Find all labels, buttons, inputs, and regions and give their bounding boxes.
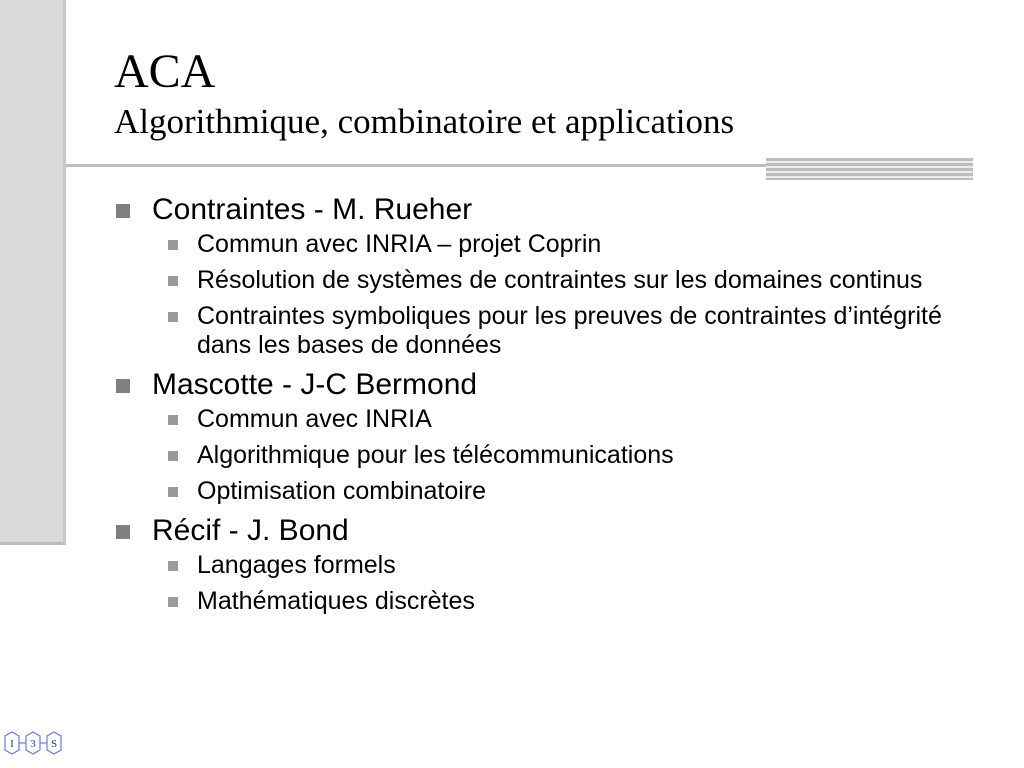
square-bullet-icon	[168, 240, 178, 250]
section-label: Contraintes - M. Rueher	[152, 193, 473, 226]
title-block	[114, 46, 734, 142]
square-bullet-icon	[116, 204, 130, 218]
square-bullet-icon	[116, 379, 130, 393]
list-item	[152, 405, 994, 434]
list-item	[114, 513, 994, 616]
list-item	[114, 192, 994, 360]
slide-subtitle: Algorithmique, combinatoire et applications	[114, 102, 735, 141]
logo-letter: S	[50, 738, 58, 750]
title-divider	[66, 164, 766, 167]
logo-letter: I	[10, 738, 14, 750]
sub-item-text: Langages formels	[197, 551, 396, 579]
sub-bullet-list	[152, 551, 994, 616]
sub-item-text: Optimisation combinatoire	[197, 477, 487, 505]
square-bullet-icon	[168, 312, 178, 322]
section-label: Mascotte - J-C Bermond	[152, 368, 478, 401]
sub-bullet-list	[152, 405, 994, 506]
logo-letter: 3	[30, 738, 36, 750]
i3s-logo	[2, 728, 66, 758]
sub-item-text: Contraintes symboliques pour les preuves de contraintes d’intégrité dans les bases de données	[197, 302, 942, 359]
square-bullet-icon	[168, 561, 178, 571]
sub-item-text: Algorithmique pour les télécommunications	[197, 441, 674, 469]
sub-item-text: Commun avec INRIA – projet Coprin	[197, 230, 602, 258]
list-item	[114, 367, 994, 506]
list-item	[152, 551, 994, 580]
section-label: Récif - J. Bond	[152, 514, 349, 547]
list-item	[152, 230, 994, 259]
sub-item-text: Mathématiques discrètes	[197, 587, 475, 615]
title-divider-accent	[766, 158, 973, 180]
sub-item-text: Résolution de systèmes de contraintes sur les domaines continus	[197, 266, 923, 294]
sub-item-text: Commun avec INRIA	[197, 405, 432, 433]
slide-content	[114, 192, 994, 623]
square-bullet-icon	[168, 415, 178, 425]
list-item	[152, 477, 994, 506]
square-bullet-icon	[168, 487, 178, 497]
sub-bullet-list	[152, 230, 994, 360]
list-item	[152, 302, 994, 360]
square-bullet-icon	[116, 525, 130, 539]
square-bullet-icon	[168, 276, 178, 286]
bullet-list	[114, 192, 994, 616]
left-decorative-bar	[0, 0, 66, 545]
slide-title: ACA	[114, 45, 216, 98]
square-bullet-icon	[168, 451, 178, 461]
square-bullet-icon	[168, 597, 178, 607]
list-item	[152, 587, 994, 616]
list-item	[152, 266, 994, 295]
list-item	[152, 441, 994, 470]
